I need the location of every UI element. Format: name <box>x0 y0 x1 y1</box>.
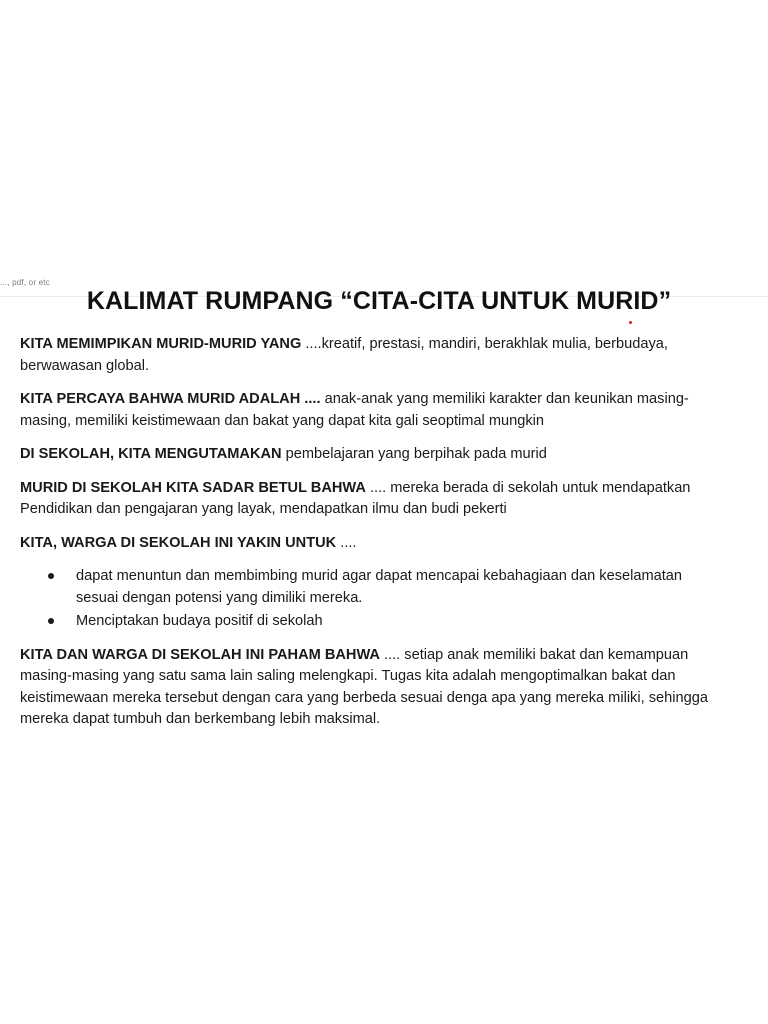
bullet-icon <box>48 573 54 579</box>
paragraph-conviction <box>20 533 726 555</box>
paragraph-lead: KITA DAN WARGA DI SEKOLAH INI PAHAM BAHWA <box>20 646 380 663</box>
paragraph-dream <box>20 334 726 377</box>
paragraph-text: pembelajaran yang berpihak pada murid <box>281 446 547 462</box>
paragraph-lead: KITA PERCAYA BAHWA MURID ADALAH .... <box>20 391 321 407</box>
paragraph-lead: DI SEKOLAH, KITA MENGUTAMAKAN <box>20 446 282 462</box>
document-title: KALIMAT RUMPANG “CITA-CITA UNTUK MURID” <box>86 287 672 315</box>
paragraph-lead: MURID DI SEKOLAH KITA SADAR BETUL BAHWA <box>20 479 366 496</box>
document-body <box>20 334 726 743</box>
list-item-text: dapat menuntun dan membimbing murid agar dapat mencapai kebahagiaan dan keselamatan sesuai dengan potensi yang dimiliki mereka. <box>76 568 683 606</box>
paragraph-understanding <box>20 645 726 731</box>
cropped-header-fragment: ..., pdf, or etc <box>0 278 50 287</box>
bullet-list <box>20 566 726 633</box>
paragraph-text: .... setiap anak memiliki bakat dan kemampuan masing-masing yang satu sama lain saling melengkapi. Tugas kita adalah mengoptimalkan bakat dan keistimewaan mereka tersebut dengan cara yang berbeda sesuai denga apa yang mereka miliki, sehingga mereka dapat tumbuh dan berkembang lebih maksimal. <box>20 646 708 727</box>
list-item-text: Menciptakan budaya positif di sekolah <box>76 613 323 629</box>
list-item <box>20 566 726 609</box>
paragraph-text: .... mereka berada di sekolah untuk mendapatkan Pendidikan dan pengajaran yang layak, mendapatkan ilmu dan budi pekerti <box>20 479 691 517</box>
red-mark <box>629 321 632 324</box>
paragraph-text: ....kreatif, prestasi, mandiri, berakhlak mulia, berbudaya, berwawasan global. <box>20 336 668 374</box>
paragraph-priority <box>20 444 726 466</box>
paragraph-text: anak-anak yang memiliki karakter dan keunikan masing-masing, memiliki keistimewaan dan bakat yang dapat kita gali seoptimal mungkin <box>20 391 689 429</box>
paragraph-belief <box>20 389 726 432</box>
paragraph-lead: KITA, WARGA DI SEKOLAH INI YAKIN UNTUK <box>20 534 337 551</box>
paragraph-awareness <box>20 478 726 521</box>
paragraph-lead: KITA MEMIMPIKAN MURID-MURID YANG <box>20 336 302 352</box>
bullet-icon <box>48 618 54 624</box>
list-item <box>20 611 726 633</box>
paragraph-text: .... <box>336 534 357 551</box>
